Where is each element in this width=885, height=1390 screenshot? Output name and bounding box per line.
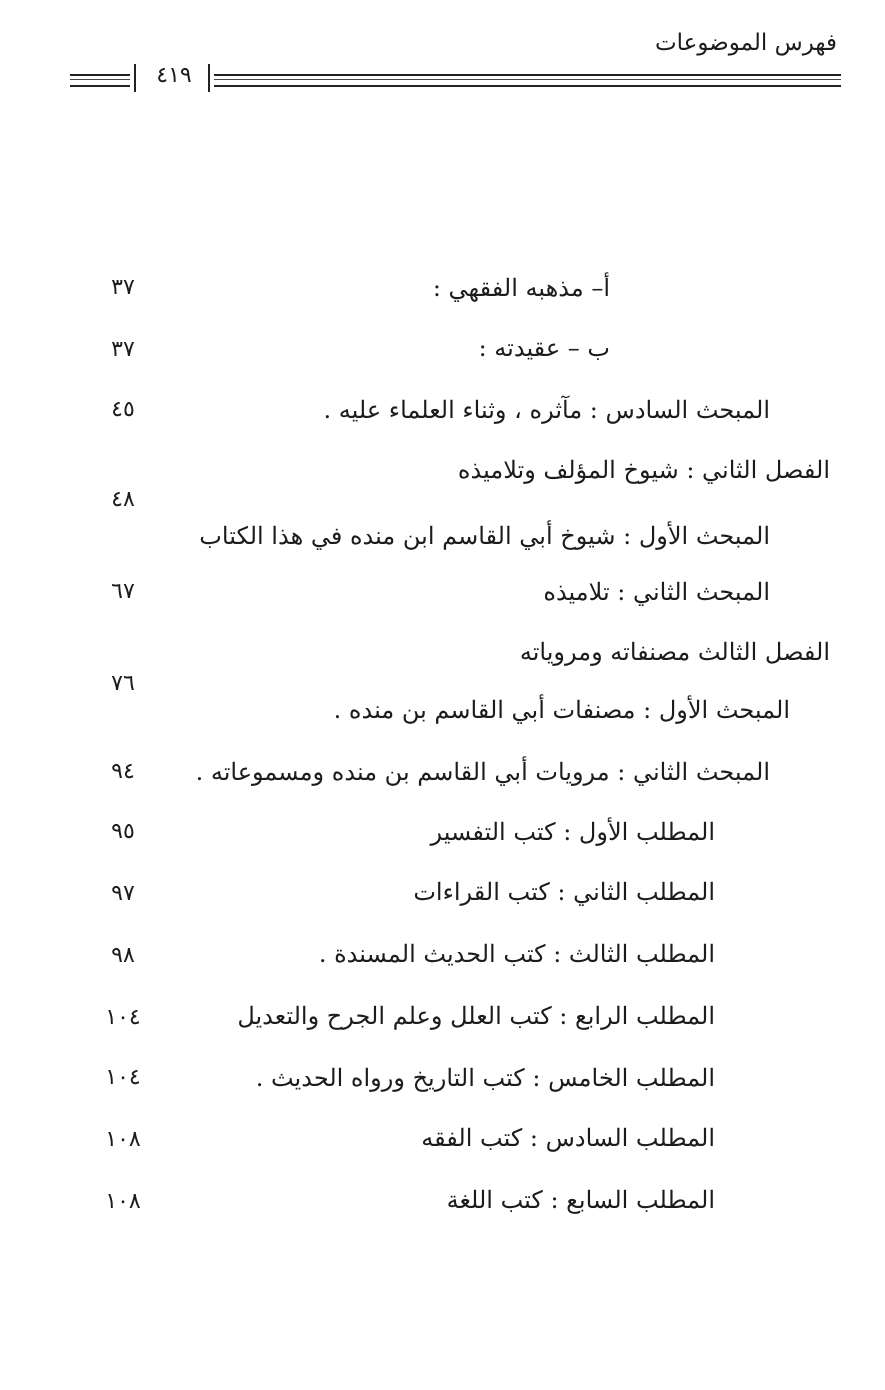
toc-entry-page: ٩٧ bbox=[111, 881, 135, 906]
toc-entry-page: ٩٥ bbox=[111, 819, 135, 844]
toc-entry-title: المطلب الثالث : كتب الحديث المسندة . bbox=[318, 940, 715, 968]
header-rule-left bbox=[70, 74, 130, 87]
header-separator-left bbox=[134, 64, 136, 92]
toc-entry-page: ٤٨ bbox=[111, 487, 135, 512]
toc-entry-title: المبحث الأول : مصنفات أبي القاسم بن منده . bbox=[333, 696, 790, 724]
toc-entry-title: المبحث الثاني : تلاميذه bbox=[543, 578, 770, 606]
toc-entry-title: المبحث الثاني : مرويات أبي القاسم بن منده ومسموعاته . bbox=[195, 758, 770, 786]
toc-entry-page: ١٠٨ bbox=[105, 1189, 141, 1214]
header-rule-right bbox=[214, 74, 841, 87]
toc-entry-page: ٣٧ bbox=[111, 275, 135, 300]
toc-entry-page: ١٠٨ bbox=[105, 1127, 141, 1152]
toc-entry-page: ٩٨ bbox=[111, 943, 135, 968]
toc-entry-title: المطلب الخامس : كتب التاريخ ورواه الحديث . bbox=[255, 1064, 715, 1092]
toc-entry-page: ٣٧ bbox=[111, 337, 135, 362]
toc-entry-title: المطلب السادس : كتب الفقه bbox=[421, 1124, 715, 1152]
toc-entry-page: ١٠٤ bbox=[105, 1065, 141, 1090]
toc-entry-page: ١٠٤ bbox=[105, 1005, 141, 1030]
toc-entry-title: ب – عقيدته : bbox=[478, 334, 610, 362]
toc-entry-title: المطلب السابع : كتب اللغة bbox=[446, 1186, 715, 1214]
toc-entry-page: ٩٤ bbox=[111, 759, 135, 784]
toc-entry-title: أ– مذهبه الفقهي : bbox=[432, 274, 610, 302]
toc-entry-title: المطلب الأول : كتب التفسير bbox=[430, 818, 715, 846]
toc-entry-page: ٤٥ bbox=[111, 397, 135, 422]
header-separator-right bbox=[208, 64, 210, 92]
toc-entry-title: المطلب الثاني : كتب القراءات bbox=[413, 878, 715, 906]
toc-entry-page: ٦٧ bbox=[111, 579, 135, 604]
page-number: ٤١٩ bbox=[156, 63, 192, 88]
toc-chapter-heading: الفصل الثاني : شيوخ المؤلف وتلاميذه bbox=[457, 456, 830, 484]
toc-entry-title: المطلب الرابع : كتب العلل وعلم الجرح والتعديل bbox=[237, 1002, 715, 1030]
toc-entry-title: المبحث الأول : شيوخ أبي القاسم ابن منده في هذا الكتاب bbox=[199, 522, 770, 550]
toc-chapter-heading: الفصل الثالث مصنفاته ومروياته bbox=[519, 638, 830, 666]
running-title: فهرس الموضوعات bbox=[654, 30, 837, 56]
toc-entry-title: المبحث السادس : مآثره ، وثناء العلماء عليه . bbox=[323, 396, 770, 424]
toc-entry-page: ٧٦ bbox=[111, 671, 135, 696]
